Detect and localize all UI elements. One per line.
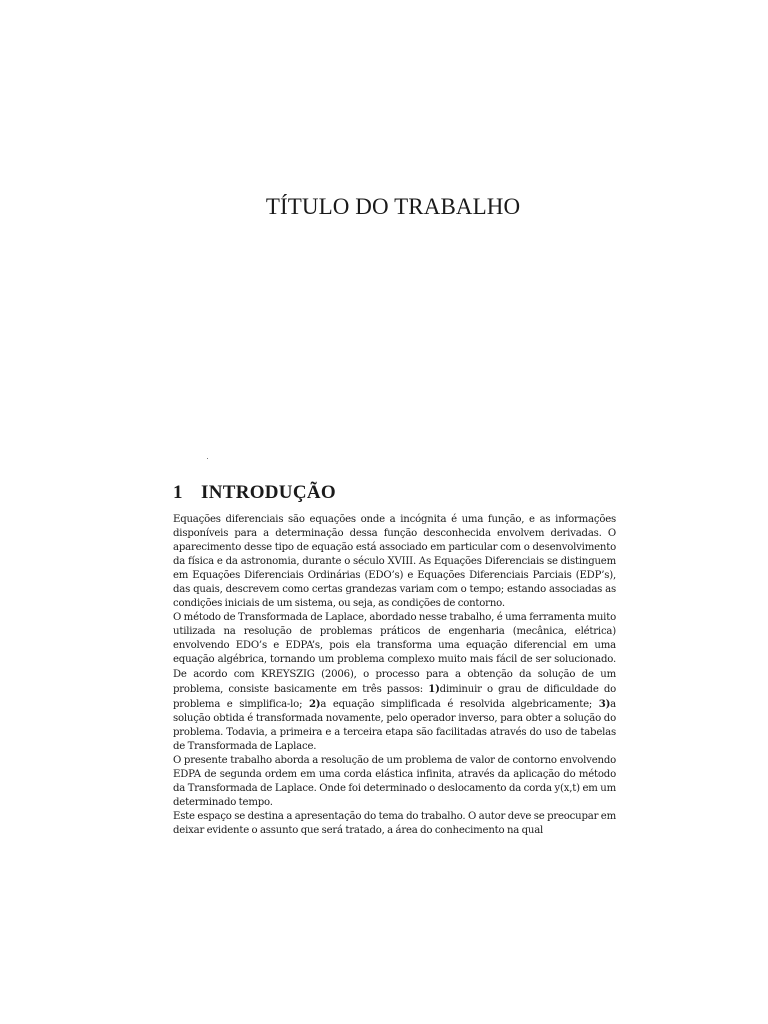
section-number: 1: [173, 482, 183, 503]
step-1-text: diminuir o grau de dificuldade do problema e simplifica-lo;: [173, 683, 617, 710]
paragraph-1: Equações diferenciais são equações onde a incógnita é uma função, e as informações disponíveis para a determinação dessa função desconhecida envolvem derivadas. O aparecimento desse tipo de equação está associado em particular com o desenvolvimento da física e da astronomia, durante o século XVIII. As Equações Diferenciais se distinguem em Equações Diferenciais Ordinárias (EDO’s) e Equações Diferenciais Parciais (EDP’s), das quais, descrevem como certas grandezas variam com o tempo; estando associadas as condições iniciais de um sistema, ou seja, as condições de contorno.: [173, 514, 616, 610]
paragraph-4: Este espaço se destina a apresentação do tema do trabalho. O autor deve se preocupar em deixar evidente o assunto que será tratado, a área do conhecimento na qual: [173, 810, 616, 837]
step-2-number: 2): [308, 697, 321, 710]
document-title: TÍTULO DO TRABALHO: [265, 194, 521, 219]
paragraph-2-intro: O método de Transformada de Laplace, abordado nesse trabalho, é uma ferramenta muito utilizada na resolução de problemas práticos de engenharia (mecânica, elétrica) envolvendo EDO’s e EDPA’s, pois ela transforma uma equação diferencial em uma equação algébrica, tornando um problema complexo muito mais fácil de ser solucionado. De acordo com KREYSZIG (2006), o processo para a obtenção da solução de um problema, consiste basicamente em três passos:: [173, 612, 616, 695]
body-text: [173, 513, 616, 838]
step-2-text: a equação simplificada é resolvida algebricamente;: [320, 698, 599, 710]
step-3-text: a solução obtida é transformada novamente, pelo operador inverso, para obter a solução do problema. Todavia, a primeira e a terceira etapa são facilitadas através do uso de tabelas de Transformada de Laplace.: [173, 698, 616, 752]
step-1-number: 1): [428, 682, 440, 695]
paragraph-2: [173, 611, 616, 753]
section-heading: [173, 482, 336, 504]
section-title: INTRODUÇÃO: [201, 482, 336, 503]
step-3-number: 3): [598, 697, 611, 710]
paragraph-3: O presente trabalho aborda a resolução de um problema de valor de contorno envolvendo EDPA de segunda ordem em uma corda elástica infinita, através da aplicação do método da Transformada de Laplace. Onde foi determinado o deslocamento da corda y(x,t) em um determinado tempo.: [173, 754, 616, 808]
stray-mark: [207, 458, 208, 459]
